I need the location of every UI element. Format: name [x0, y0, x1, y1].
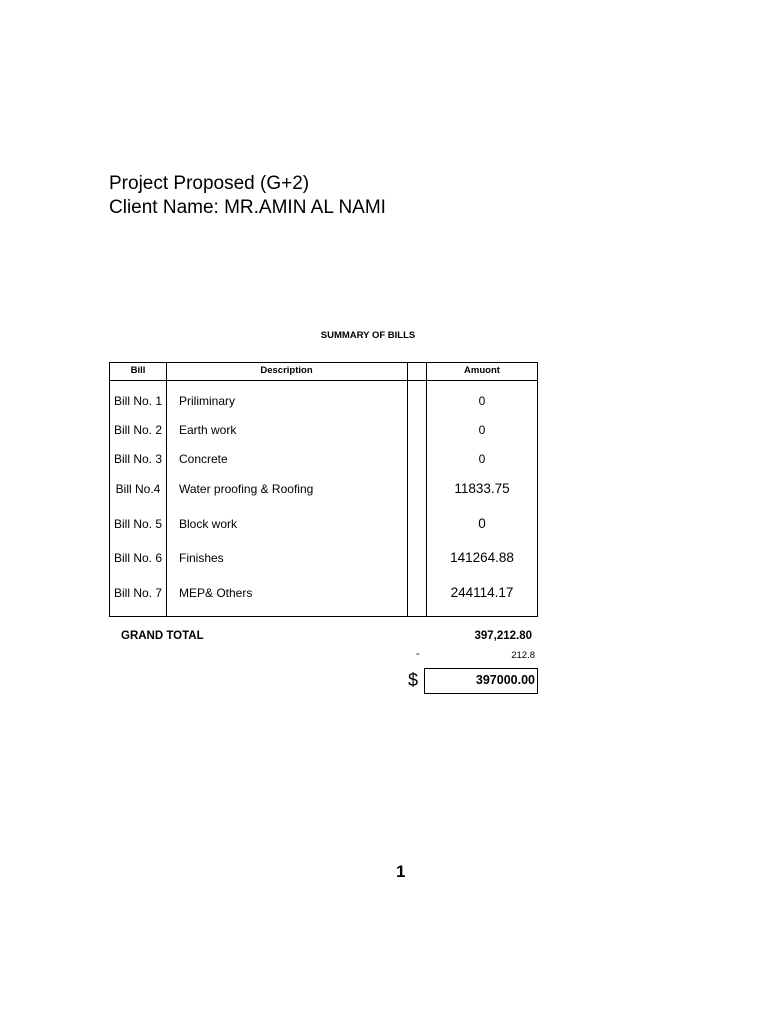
minus-sign: -: [416, 648, 420, 660]
adjustment-value: 212.8: [511, 650, 535, 661]
header-divider: [110, 380, 537, 381]
bill-amount: 0: [478, 452, 486, 466]
page-number: 1: [396, 862, 406, 881]
bills-table: [109, 362, 538, 617]
bill-description: Concrete: [179, 452, 228, 466]
table-row: [110, 480, 537, 498]
client-name: Client Name: MR.AMIN AL NAMI: [109, 197, 386, 218]
grand-total-label: GRAND TOTAL: [121, 630, 204, 642]
bill-amount: 0: [478, 423, 486, 437]
bill-description: Finishes: [179, 551, 224, 565]
bill-description: Earth work: [179, 423, 237, 437]
bill-number: Bill No. 5: [113, 517, 163, 531]
bill-amount: 141264.88: [450, 550, 514, 565]
bill-description: MEP& Others: [179, 586, 253, 600]
grand-total-value: 397,212.80: [474, 630, 532, 642]
bill-number: Bill No. 3: [113, 452, 163, 466]
table-row: [110, 549, 537, 567]
table-row: [110, 515, 537, 533]
currency-symbol: $: [408, 670, 419, 690]
bill-description: Water proofing & Roofing: [179, 482, 314, 496]
project-title: Project Proposed (G+2): [109, 173, 310, 194]
column-header-bill: Bill: [130, 365, 146, 376]
bill-amount: 244114.17: [450, 585, 514, 600]
table-row: [110, 421, 537, 439]
bill-number: Bill No. 1: [113, 394, 163, 408]
summary-title: SUMMARY OF BILLS: [320, 330, 416, 341]
final-total-value: 397000.00: [475, 673, 535, 687]
bill-description: Priliminary: [179, 394, 236, 408]
final-total-box: [424, 668, 538, 694]
bill-amount: 0: [478, 516, 486, 531]
bill-description: Block work: [179, 517, 238, 531]
bill-amount: 0: [478, 394, 486, 408]
bill-number: Bill No. 6: [113, 551, 163, 565]
bill-number: Bill No.4: [115, 482, 161, 496]
bill-amount: 11833.75: [454, 481, 510, 496]
bill-number: Bill No. 7: [113, 586, 163, 600]
table-row: [110, 450, 537, 468]
column-header-amount: Amuont: [464, 365, 500, 376]
table-row: [110, 392, 537, 410]
table-row: [110, 584, 537, 602]
column-header-description: Description: [260, 365, 313, 376]
bill-number: Bill No. 2: [113, 423, 163, 437]
